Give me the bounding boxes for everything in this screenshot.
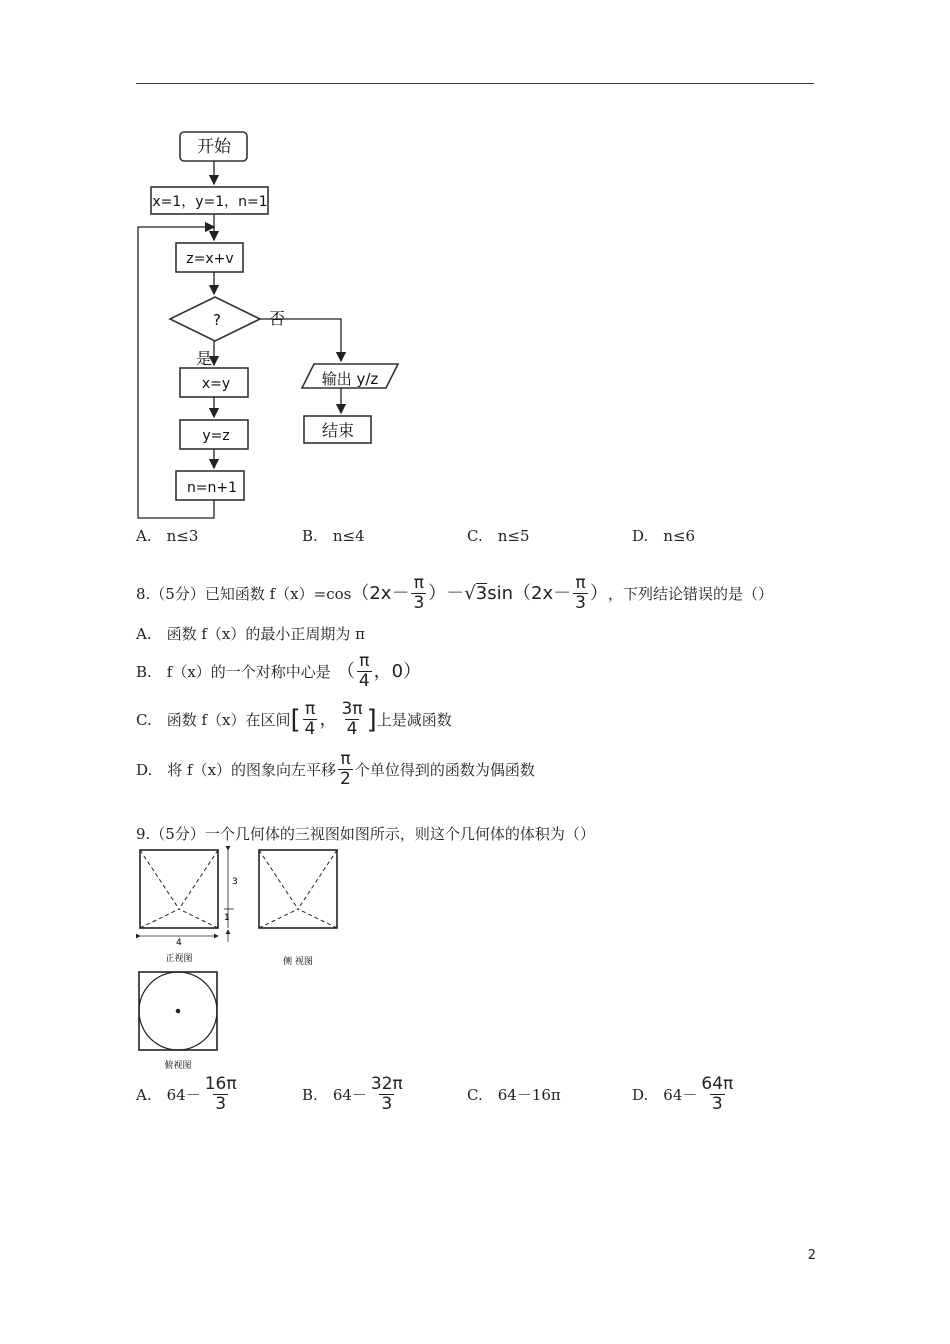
flowchart [130, 120, 420, 530]
side-view-label: 侧 视图 [283, 957, 313, 967]
q7-option-d: D. n≤6 [632, 527, 696, 545]
start-label: 开始 [197, 137, 231, 157]
n-step-label: n=n+1 [186, 480, 238, 496]
front-view-label: 正视图 [165, 954, 193, 964]
y-step-label: y=z [202, 428, 230, 444]
output-label: 输出 y/z [321, 370, 379, 388]
q9-stem: 9.（5分）一个几何体的三视图如图所示，则这个几何体的体积为（） [136, 825, 595, 843]
q9-option-d: D. 64－ $\frac{64\pi}{3}$ [632, 1074, 734, 1114]
q8-option-b: B. f（x）的一个对称中心是 （ $\frac{\pi}{4}$ ，0） [136, 651, 422, 691]
dim-1-label: 1 [224, 913, 230, 923]
front-view [140, 850, 234, 942]
z-label: z=x+v [186, 251, 234, 267]
x-step-label: x=y [201, 376, 231, 392]
condition-label: ? [213, 311, 221, 329]
header-rule [136, 83, 814, 84]
end-label: 结束 [321, 421, 355, 440]
q9-option-c: C. 64－16π [467, 1086, 561, 1104]
q7-option-c: C. n≤5 [467, 527, 530, 545]
q8-option-d: D. 将 f（x）的图象向左平移 $\frac{\pi}{2}$ 个单位得到的函数为偶函数 [136, 749, 535, 789]
q8-stem: 8.（5分）已知函数 f（x）=cos （ 2x－ $\frac{\pi}{3}$ ） － √ 3 sin （ 2x－ $\frac{\pi}{3}$ ） ，下列结论错误的是（） [136, 573, 773, 613]
dim-3-label: 3 [232, 877, 238, 887]
q7-option-b: B. n≤4 [302, 527, 365, 545]
page-number: 2 [807, 1248, 816, 1263]
q8-option-a: A. 函数 f（x）的最小正周期为 π [136, 625, 366, 643]
top-view [139, 972, 217, 1050]
q7-option-a: A. n≤3 [136, 527, 199, 545]
q9-option-b: B. 64－ $\frac{32\pi}{3}$ [302, 1074, 403, 1114]
dim-4-label: 4 [176, 938, 182, 948]
no-label: 否 [268, 309, 286, 328]
q8-option-c: C. 函数 f（x）在区间 [ $\frac{\pi}{4}$ ， $\frac{3\pi}{4}$ ] 上是减函数 [136, 699, 452, 739]
top-view-label: 俯视图 [164, 1061, 192, 1071]
q9-option-a: A. 64－ $\frac{16\pi}{3}$ [136, 1074, 237, 1114]
side-view [259, 850, 337, 928]
yes-label: 是 [195, 349, 213, 368]
init-label: x=1，y=1，n=1 [152, 194, 268, 210]
three-view-figure [130, 842, 360, 1072]
